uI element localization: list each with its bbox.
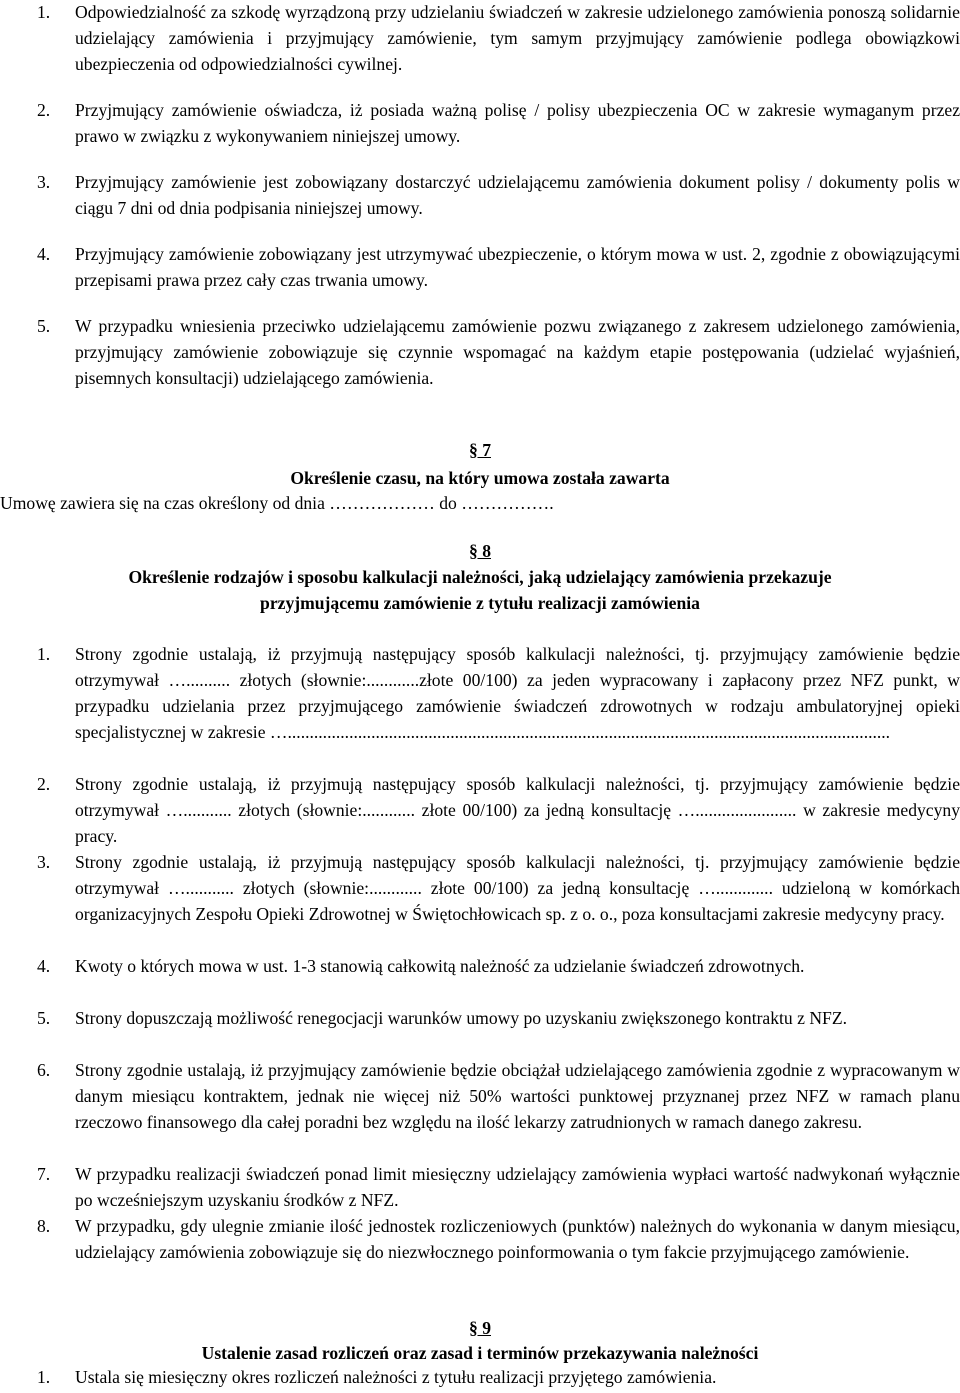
item-text: W przypadku wniesienia przeciwko udzielającemu zamówienie pozwu związanego z zakresem udzielonego zamówienia, przyjmujący zamówienie zobowiązuje się czynnie wspomagać na każdym etapie postępowania (udzielać wyjaśnień, pisemnych konsultacji) udzielającego zamówienia.	[75, 316, 960, 388]
contract-period-line: Umowę zawiera się na czas określony od dnia ……………… do …………….	[0, 493, 554, 513]
item-text: Ustala się miesięczny okres rozliczeń należności z tytułu realizacji przyjętego zamówienia.	[75, 1367, 717, 1387]
item-text: Strony zgodnie ustalają, iż przyjmują następujący sposób kalkulacji należności, tj. przyjmujący zamówienie będzie otrzymywał …........... złotych (słownie:............ złote 00/100) za jedną konsultację …............. udzieloną w komórkach organizacyjnych Zespołu Opieki Zdrowotnej w Świętochłowicach sp. z o. o., poza konsultacjami zakresie medycyny pracy.	[75, 852, 960, 924]
item-number: 2.	[37, 100, 51, 120]
section-9-title: Ustalenie zasad rozliczeń oraz zasad i terminów przekazywania należności	[201, 1343, 759, 1363]
section-9-symbol: § 9	[469, 1318, 491, 1338]
item-number: 1.	[37, 1367, 51, 1387]
item-text: W przypadku, gdy ulegnie zmianie ilość jednostek rozliczeniowych (punktów) należnych do wykonania w danym miesiącu, udzielający zamówienia zobowiązuje się do niezwłocznego poinformowania o tym fakcie przyjmującego zamówienie.	[75, 1216, 960, 1262]
item-number: 8.	[37, 1216, 51, 1236]
item-text: Strony zgodnie ustalają, iż przyjmują następujący sposób kalkulacji należności, tj. przyjmujący zamówienie będzie otrzymywał …........... złotych (słownie:............ złote 00/100) za jedną konsultację …....................... w zakresie medycyny pracy.	[75, 774, 960, 846]
list-item	[0, 97, 960, 149]
item-number: 5.	[37, 316, 51, 336]
section-8-title-line1: Określenie rodzajów i sposobu kalkulacji należności, jaką udzielający zamówienia przekazuje	[128, 567, 832, 587]
section-8-title-line2: przyjmującemu zamówienie z tytułu realizacji zamówienia	[260, 593, 700, 613]
item-number: 3.	[37, 172, 51, 192]
item-number: 2.	[37, 774, 51, 794]
item-text: Przyjmujący zamówienie jest zobowiązany dostarczyć udzielającemu zamówienia dokument polisy / dokumenty polis w ciągu 7 dni od dnia podpisania niniejszej umowy.	[75, 172, 960, 218]
item-text: Strony zgodnie ustalają, iż przyjmujący zamówienie będzie obciążał udzielającego zamówienia zgodnie z wypracowanym w danym miesiącu kontraktem, jednak nie więcej niż 50% wartości punktowej przyznanej przez NFZ w ramach planu rzeczowo finansowego dla całej poradni bez względu na ilość lekarzy zatrudnionych w ramach danego zakresu.	[75, 1060, 960, 1132]
list-item	[0, 1161, 960, 1213]
item-text: Przyjmujący zamówienie zobowiązany jest utrzymywać ubezpieczenie, o którym mowa w ust. 2, zgodnie z obowiązującymi przepisami prawa przez cały czas trwania umowy.	[75, 244, 960, 290]
item-text: Przyjmujący zamówienie oświadcza, iż posiada ważną polisę / polisy ubezpieczenia OC w zakresie wymaganym przez prawo w związku z wykonywaniem niniejszej umowy.	[75, 100, 960, 146]
section-8-symbol: § 8	[469, 541, 491, 561]
item-text: W przypadku realizacji świadczeń ponad limit miesięczny udzielający zamówienia wypłaci wartość nadwykonań wyłącznie po wcześniejszym uzyskaniu środków z NFZ.	[75, 1164, 960, 1210]
section-7-symbol: § 7	[469, 440, 491, 460]
list-item	[0, 849, 960, 953]
item-number: 3.	[37, 852, 51, 872]
list-item	[0, 313, 960, 417]
item-text: Odpowiedzialność za szkodę wyrządzoną przy udzielaniu świadczeń w zakresie udzielonego zamówienia ponoszą solidarnie udzielający zamówienia i przyjmujący zamówienie, tym samym przyjmujący zamówienie podlega obowiązkowi ubezpieczenia od odpowiedzialności cywilnej.	[75, 2, 960, 74]
item-text: Strony zgodnie ustalają, iż przyjmują następujący sposób kalkulacji należności, tj. przyjmujący zamówienie będzie otrzymywał ….......... złotych (słownie:............złote 00/100) za jeden wypracowany i zapłacony przez NFZ punkt, w przypadku udzielania przez przyjmującego zamówienie świadczeń zdrowotnych w rodzaju ambulatoryjnej opieki specjalistycznej w zakresie ….........................................................................................................................................	[75, 644, 960, 742]
list-item	[0, 771, 960, 849]
item-number: 4.	[37, 244, 51, 264]
list-item	[0, 953, 960, 1005]
item-number: 1.	[37, 2, 51, 22]
item-number: 5.	[37, 1008, 51, 1028]
item-text: Strony dopuszczają możliwość renegocjacji warunków umowy po uzyskaniu zwiększonego kontraktu z NFZ.	[75, 1008, 847, 1028]
item-number: 6.	[37, 1060, 51, 1080]
item-number: 4.	[37, 956, 51, 976]
list-item	[0, 1213, 960, 1291]
item-number: 1.	[37, 644, 51, 664]
section-7-title: Określenie czasu, na który umowa została zawarta	[290, 468, 670, 488]
list-item	[0, 0, 960, 77]
list-item	[0, 641, 960, 771]
list-item	[0, 1005, 960, 1057]
list-item	[0, 169, 960, 221]
item-text: Kwoty o których mowa w ust. 1-3 stanowią całkowitą należność za udzielanie świadczeń zdrowotnych.	[75, 956, 805, 976]
list-item	[0, 1364, 960, 1390]
list-item	[0, 241, 960, 293]
item-number: 7.	[37, 1164, 51, 1184]
list-item	[0, 1057, 960, 1161]
